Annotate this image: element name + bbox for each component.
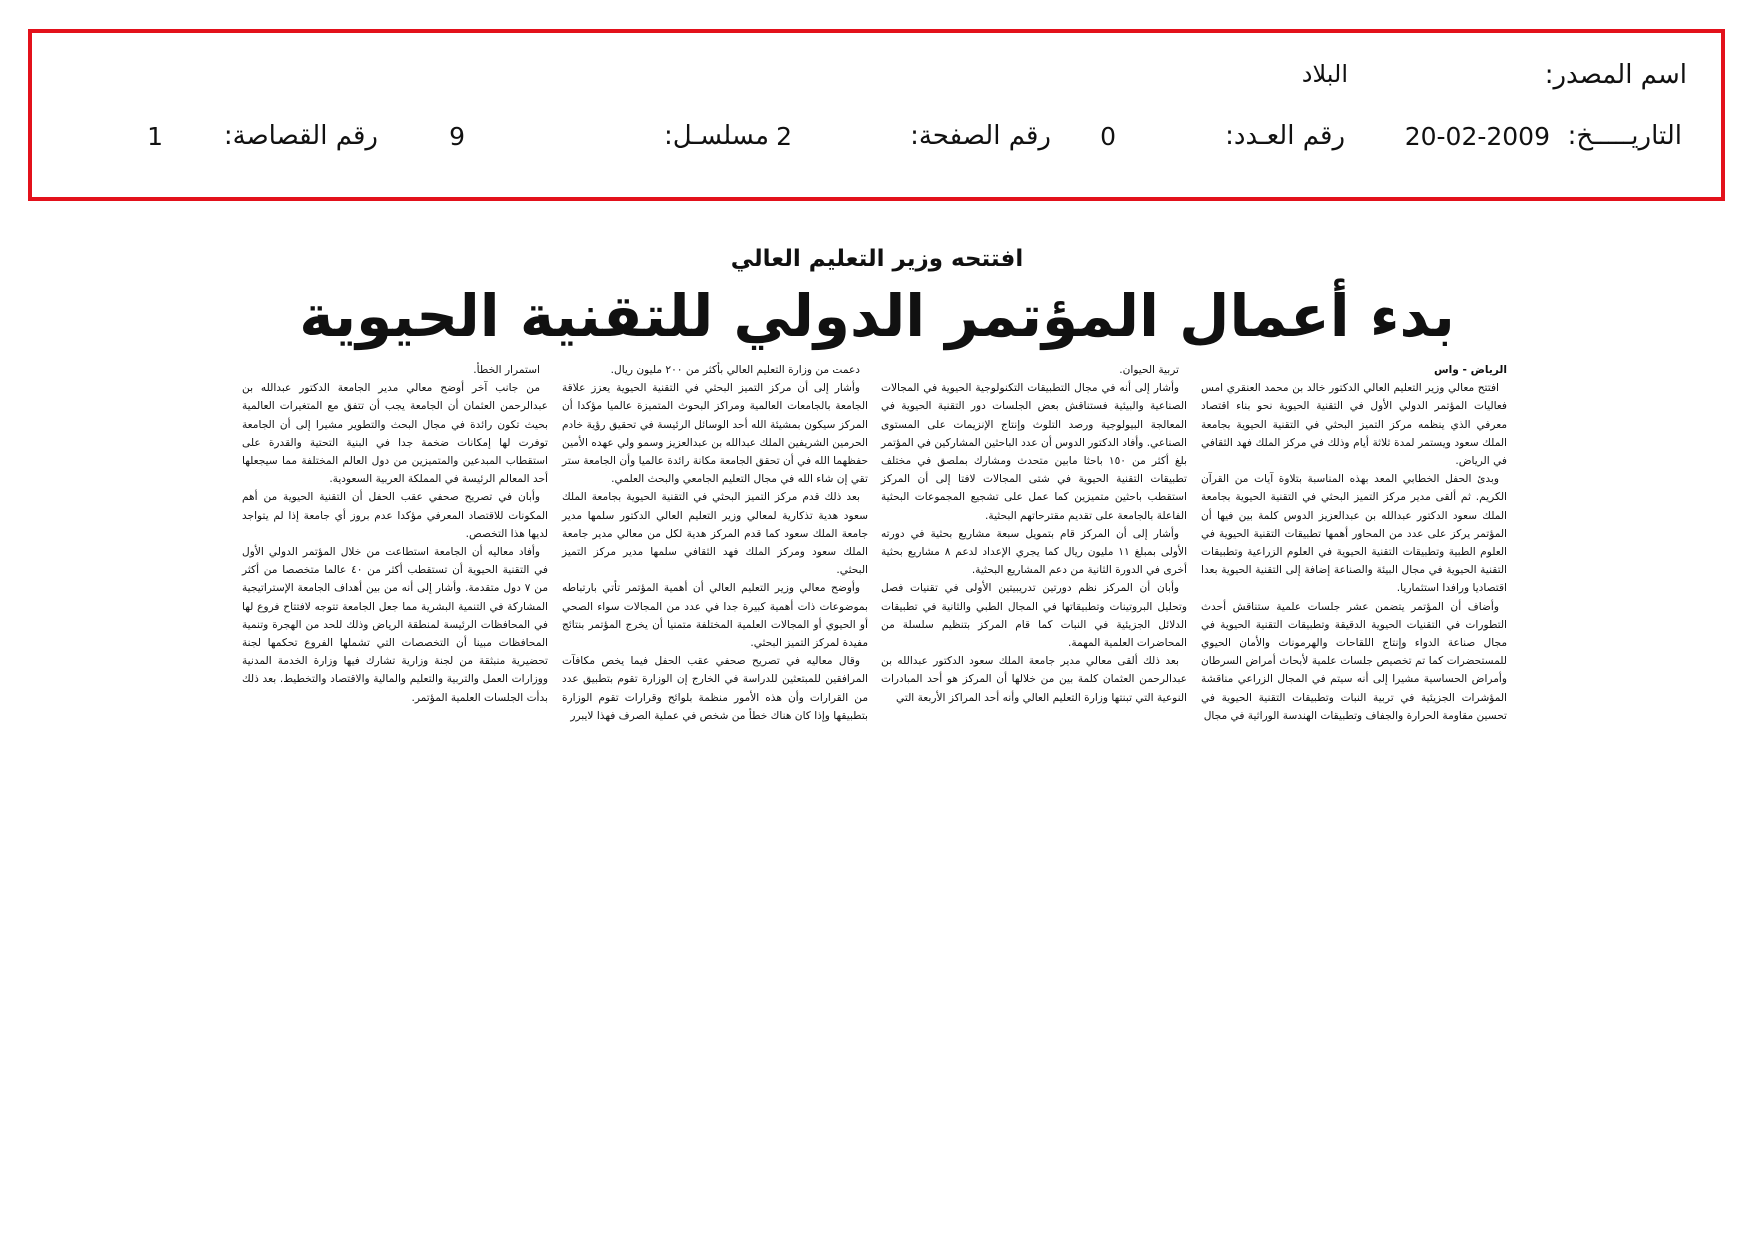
paragraph: وبدئ الحفل الخطابي المعد بهذه المناسبة بتلاوة آيات من القرآن الكريم. ثم ألقى مدير مركز التميز البحثي في التقنية الحيوية بجامعة الملك سعود الدكتور عبدالله بن عبدالعزيز الدوس كلمة بين فيها أن المؤتمر يركز على عدد من المحاور أهمها تطبيقات التقنية الحيوية في العلوم الطبية وتطبيقات التقنية الحيوية في العلوم الزراعية وتطبيقات التقنية الحيوية في مجال البيئة والصناعة إضافة إلى التقنية الحيوية بعدا اقتصاديا ورافدا استثماريا. <box>1201 473 1507 595</box>
source-label: اسم المصدر: <box>1544 60 1687 90</box>
paragraph: وأشار إلى أن مركز التميز البحثي في التقنية الحيوية يعزز علاقة الجامعة بالجامعات العالمية ومراكز البحوث المتميزة عالميا مؤكدا أن المركز سيكون بمشيئة الله أحد الوسائل الرئيسة في تحقيق رؤية خادم الحرمين الشريفين الملك عبدالله بن عبدالعزيز وسمو ولي عهده الأمين حفظهما الله في أن تحقق الجامعة مكانة رائدة عالميا وأن الجامعة ستر تقي إن شاء الله في مجال التعليم الجامعي والبحث العلمي. <box>562 382 868 486</box>
paragraph: بعد ذلك ألقى معالي مدير جامعة الملك سعود الدكتور عبدالله بن عبدالرحمن العثمان كلمة بين من خلالها أن المركز هو أحد المبادرات النوعية التي تبنتها وزارة التعليم العالي وأنه أحد المراكز الأربعة التي <box>881 655 1187 704</box>
paragraph: دعمت من وزارة التعليم العالي بأكثر من ٢٠٠ مليون ريال. <box>610 364 860 376</box>
clip-label: رقم القصاصة: <box>223 121 378 151</box>
article-headline: بدء أعمال المؤتمر الدولي للتقنية الحيوية <box>299 282 1455 350</box>
issue-label: رقم العـدد: <box>1225 121 1345 151</box>
article-column-4 <box>242 361 548 711</box>
source-value: البلاد <box>1301 60 1348 88</box>
paragraph: بعد ذلك قدم مركز التميز البحثي في التقنية الحيوية بجامعة الملك سعود هدية تذكارية لمعالي وزير التعليم العالي الدكتور سلمها مدير جامعة الملك سعود كما قدم المركز هدية لكل من معالي مدير جامعة الملك سعود ومركز الملك فهد الثقافي سلمها مدير مركز التميز البحثي. <box>562 491 868 577</box>
article-kicker: افتتحه وزير التعليم العالي <box>730 246 1024 272</box>
paragraph: وأبان أن المركز نظم دورتين تدريبيتين الأولى في تقنيات فصل وتحليل البروتينات وتطبيقاتها في المجال الطبي والثانية في تطبيقات الدلائل الجزيئية في النبات كما قام المركز بتنظيم سلسلة من المحاضرات العلمية المهمة. <box>881 582 1187 650</box>
paragraph: وأفاد معاليه أن الجامعة استطاعت من خلال المؤتمر الدولي الأول في التقنية الحيوية أن تستقطب أكثر من ٤٠ عالما متخصصا من أكثر من ٧ دول متقدمة. وأشار إلى أنه من بين أهداف الجامعة الإستراتيجية المشاركة في التنمية البشرية مما جعل الجامعة تتوجه لافتتاح فروع لها في المحافظات الرئيسة لمنطقة الرياض وذلك للحد من الهجرة وتنمية المحافظات مبينا أن التخصصات التي تشملها الفروع تحكمها لجنة تحضيرية منبثقة من لجنة وزارية تشارك فيها وزارة الخدمة المدنية ووزارات العمل والتربية والتعليم والمالية والاقتصاد والتخطيط. بعد ذلك بدأت الجلسات العلمية المؤتمر. <box>242 546 548 704</box>
paragraph: من جانب آخر أوضح معالي مدير الجامعة الدكتور عبدالله بن عبدالرحمن العثمان أن الجامعة يجب أن تتفق مع المتغيرات العالمية بحيث تكون رائدة في مجال البحث والتطوير مشيرا إلى أن الجامعة توفرت لها إمكانات ضخمة جدا في البنية التحتية والقدرة على استقطاب المبدعين والمتميزين من دول العالم المختلفة مما سيجعلها أحد المعالم الرئيسة في المملكة العربية السعودية. <box>242 382 548 486</box>
serial-value: 9 <box>449 122 465 151</box>
dateline: الرياض - واس <box>1433 364 1507 376</box>
date-value: 20-02-2009 <box>1404 122 1550 151</box>
serial-label: مسلسـل: <box>664 121 769 151</box>
paragraph: وأبان في تصريح صحفي عقب الحفل أن التقنية الحيوية من أهم المكونات للاقتصاد المعرفي مؤكدا عدم بروز أي جامعة إذا لم يتواجد لديها هذا التخصص. <box>242 491 548 540</box>
paragraph: وأوضح معالي وزير التعليم العالي أن أهمية المؤتمر تأتي بارتباطه بموضوعات ذات أهمية كبيرة جدا في عدد من المجالات سواء الصحي أو الحيوي أو المجالات العلمية المختلفة متمنيا أن يخرج المؤتمر بنتائج مفيدة لمركز التميز البحثي. <box>562 582 868 650</box>
paragraph: وأشار إلى أن المركز قام بتمويل سبعة مشاريع بحثية في دورته الأولى بمبلغ ١١ مليون ريال كما يجري الإعداد لدعم ٨ مشاريع بحثية أخرى في الدورة الثانية من دعم المشاريع البحثية. <box>881 527 1188 577</box>
paragraph: وأضاف أن المؤتمر يتضمن عشر جلسات علمية ستناقش أحدث التطورات في التقنيات الحيوية الدقيقة وتطبيقات التقنية الحيوية في مجال صناعة الدواء وإنتاج اللقاحات والهرمونات والأمان الحيوي للمستحضرات كما تم تخصيص جلسات علمية لأبحاث أمراض السرطان وأمراض الحساسية مشيرا إلى أنه سيتم في المجال الزراعي مناقشة المؤشرات الجزيئية في تربية النبات وتطبيقات التقنية الحيوية في تحسين مقاومة الحرارة والجفاف وتطبيقات الهندسة الوراثية في مجال <box>1201 600 1507 722</box>
article-column-1 <box>1201 361 1507 722</box>
clipping-header-box <box>28 29 1725 201</box>
paragraph: تربية الحيوان. <box>1119 364 1179 376</box>
article-column-2 <box>881 361 1187 711</box>
paragraph: استمرار الخطأ. <box>473 364 540 376</box>
issue-value: 0 <box>1100 122 1116 151</box>
paragraph: وأشار إلى أنه في مجال التطبيقات التكنولوجية الحيوية في المجالات الصناعية والبيئية فستناقش بعض الجلسات دور التقنية الحيوية في المعالجة البيولوجية ورصد التلوث وإنتاج الإنزيمات على المستوى الصناعي. وأفاد الدكتور الدوس أن عدد الباحثين المشاركين في المؤتمر بلغ أكثر من ١٥٠ باحثا مابين متحدث ومشارك بملصق في مختلف تطبيقات التقنية الحيوية في شتى المجالات لافتا إلى أن المركز استقطب باحثين متميزين كما عمل على تشجيع المجموعات البحثية الفاعلة بالجامعة على تقديم مقترحاتهم البحثية. <box>881 382 1187 522</box>
page-label: رقم الصفحة: <box>910 121 1051 151</box>
paragraph: افتتح معالي وزير التعليم العالي الدكتور خالد بن محمد العنقري امس فعاليات المؤتمر الدولي الأول في التقنية الحيوية نحو بناء اقتصاد معرفي الذي ينظمه مركز التميز البحثي في التقنية الحيوية بجامعة الملك سعود ويستمر لمدة ثلاثة أيام وذلك في مركز الملك فهد الثقافي في الرياض. <box>1201 382 1507 468</box>
paragraph: وقال معاليه في تصريح صحفي عقب الحفل فيما يخص مكافآت المرافقين للمبتعثين للدراسة في الخارج إن الوزارة تقوم بتطبيق عدد من القرارات وأن هذه الأمور منظمة بلوائح وقرارات تقوم الوزارة بتطبيقها وإذا كان هناك خطأ من شخص في عملية الصرف فهذا لايبرر <box>562 655 868 722</box>
clip-value: 1 <box>147 122 163 151</box>
date-label: التاريـــــخ: <box>1567 121 1682 151</box>
article-column-3 <box>562 361 868 722</box>
page-value: 2 <box>776 122 792 151</box>
